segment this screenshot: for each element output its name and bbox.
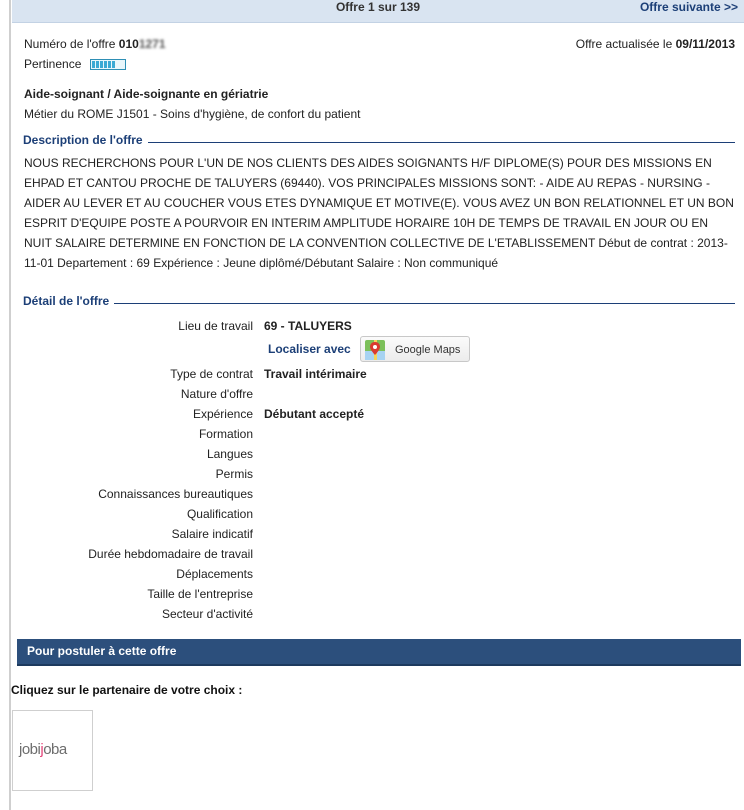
google-maps-icon <box>365 340 385 360</box>
relevance-segment <box>108 61 111 68</box>
rome-code: Métier du ROME J1501 - Soins d'hygiène, de confort du patient <box>24 107 361 121</box>
relevance-segment <box>92 61 95 68</box>
details-heading-rule <box>23 303 735 304</box>
apply-section-header <box>17 639 741 666</box>
detail-label-formation: Formation <box>198 427 253 441</box>
localiser-label: Localiser avec <box>268 342 351 356</box>
offer-number-blurred: 1271 <box>138 37 166 51</box>
jobijoba-logo: jobijoba <box>19 741 67 758</box>
description-heading <box>23 133 735 149</box>
offer-updated <box>576 37 735 51</box>
detail-value-experience: Débutant accepté <box>264 407 365 421</box>
details-heading-text: Détail de l'offre <box>23 294 114 308</box>
partner-jobijoba-button[interactable] <box>12 710 93 791</box>
relevance-segment <box>112 61 115 68</box>
offer-counter: Offre 1 sur 139 <box>335 0 421 14</box>
offer-navigation-bar <box>12 0 744 23</box>
relevance-label: Pertinence <box>24 57 82 71</box>
relevance <box>24 57 126 71</box>
detail-label-duree: Durée hebdomadaire de travail <box>88 547 253 561</box>
description-heading-text: Description de l'offre <box>23 133 148 147</box>
relevance-segment <box>96 61 99 68</box>
choose-partner-label: Cliquez sur le partenaire de votre choix : <box>11 683 243 697</box>
detail-value-contrat: Travail intérimaire <box>264 367 367 381</box>
relevance-segment <box>100 61 103 68</box>
job-title: Aide-soignant / Aide-soignante en gériatrie <box>24 87 269 101</box>
detail-label-experience: Expérience <box>192 407 253 421</box>
relevance-segment <box>104 61 107 68</box>
details-heading <box>23 294 735 310</box>
offer-number-value: 010 <box>118 37 139 51</box>
detail-label-nature: Nature d'offre <box>180 387 253 401</box>
detail-label-lieu: Lieu de travail <box>178 319 253 333</box>
description-text: NOUS RECHERCHONS POUR L'UN DE NOS CLIENTS DES AIDES SOIGNANTS H/F DIPLOME(S) POUR DES MISSIONS EN EHPAD ET CANTOU PROCHE DE TALUYERS (69440). VOS PRINCIPALES MISSIONS SONT: - AIDE AU REPAS - NURSING - AIDER AU LEVER ET AU COUCHER VOUS ETES DYNAMIQUE ET MOTIVE(E). VOUS AVEZ UN BON RELATIONNEL ET UN BON ESPRIT D'EQUIPE POSTE A POURVOIR EN INTERIM AMPLITUDE HORAIRE 10H DE TEMPS DE TRAVAIL EN JOUR OU EN NUIT SALAIRE DETERMINE EN FONCTION DE LA CONVENTION COLLECTIVE DE L'ETABLISSEMENT Début de contrat : 2013-11-01 Departement : 69 Expérience : Jeune diplômé/Débutant Salaire : Non communiqué <box>24 156 734 270</box>
offer-updated-date: 09/11/2013 <box>675 37 735 51</box>
detail-label-permis: Permis <box>215 467 253 481</box>
detail-label-taille: Taille de l'entreprise <box>147 587 253 601</box>
offer-updated-label: Offre actualisée le <box>575 37 673 51</box>
relevance-meter <box>90 59 126 70</box>
detail-label-langues: Langues <box>206 447 253 461</box>
offer-number-label: Numéro de l'offre <box>24 37 116 51</box>
detail-label-salaire: Salaire indicatif <box>171 527 253 541</box>
detail-label-bureautique: Connaissances bureautiques <box>98 487 253 501</box>
apply-heading: Pour postuler à cette offre <box>27 644 177 658</box>
detail-value-lieu: 69 - TALUYERS <box>264 319 352 333</box>
google-maps-label: Google Maps <box>395 344 461 356</box>
detail-label-secteur: Secteur d'activité <box>161 607 253 621</box>
detail-label-deplacements: Déplacements <box>176 567 253 581</box>
detail-label-qualification: Qualification <box>186 507 253 521</box>
next-offer-link[interactable]: Offre suivante >> <box>639 0 738 14</box>
offer-number <box>24 37 166 51</box>
detail-label-contrat: Type de contrat <box>170 367 253 381</box>
google-maps-button[interactable] <box>360 336 470 362</box>
